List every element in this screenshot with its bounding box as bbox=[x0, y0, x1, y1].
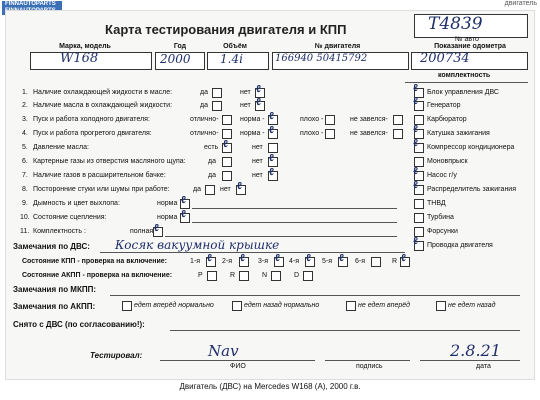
check-mark-icon: ℓ bbox=[256, 97, 261, 108]
car-number-value: Т4839 bbox=[428, 14, 483, 34]
q2-yes: да bbox=[200, 102, 208, 109]
corner-label: двигатель bbox=[504, 0, 537, 7]
page-title: Карта тестирования двигателя и КПП bbox=[105, 22, 347, 37]
mkpp-line bbox=[110, 295, 520, 296]
q3-c: плохо - bbox=[300, 116, 324, 123]
q10-num: 10. bbox=[20, 214, 30, 221]
q10-line bbox=[192, 222, 397, 223]
removed-line bbox=[170, 330, 520, 331]
check-mark-icon: ℓ bbox=[256, 84, 261, 95]
check-mark-icon: ℓ bbox=[237, 181, 242, 192]
q7-yes: да bbox=[208, 172, 216, 179]
gear-label: 1-я bbox=[190, 258, 201, 265]
check-mark-icon: ℓ bbox=[413, 166, 418, 177]
akpp-remarks-label: Замечания по АКПП: bbox=[13, 302, 96, 311]
q2-text: Наличие масла в охлаждающей жидкости: bbox=[33, 102, 173, 109]
q9-line bbox=[192, 208, 397, 209]
q4-a: отлично- bbox=[190, 130, 219, 137]
gear-box[interactable] bbox=[271, 271, 281, 281]
q8-num: 8. bbox=[22, 186, 28, 193]
q11-text: Комплектность : bbox=[33, 228, 86, 235]
q4-c: плохо - bbox=[300, 130, 324, 137]
header-odometer: Показание одометра bbox=[434, 43, 506, 50]
comp-label: Генератор bbox=[427, 102, 461, 109]
q4-text: Пуск и работа прогретого двигателя: bbox=[33, 130, 152, 137]
q6-yes: да bbox=[208, 158, 216, 165]
check-mark-icon: ℓ bbox=[269, 167, 274, 178]
tested-label: Тестировал: bbox=[90, 351, 143, 360]
check-mark-icon: ℓ bbox=[339, 253, 344, 264]
q1-yes: да bbox=[200, 89, 208, 96]
q1-text: Наличие охлаждающей жидкости в масле: bbox=[33, 89, 173, 96]
q4-d-box[interactable] bbox=[393, 129, 403, 139]
q6-no: нет bbox=[252, 158, 263, 165]
q6-yes-box[interactable] bbox=[222, 157, 232, 167]
check-mark-icon: ℓ bbox=[413, 138, 418, 149]
check-mark-icon: ℓ bbox=[207, 253, 212, 264]
remarks-dvs-value: Косяк вакуумной крышке bbox=[115, 238, 280, 252]
comp-label: Насос г/у bbox=[427, 172, 457, 179]
gear-box[interactable] bbox=[303, 271, 313, 281]
car-number-label: № авто bbox=[455, 36, 479, 43]
q4-d: не завелся- bbox=[350, 130, 388, 137]
q8-no: нет bbox=[220, 186, 231, 193]
check-mark-icon: ℓ bbox=[275, 253, 280, 264]
q4-b: норма - bbox=[240, 130, 265, 137]
akpp-opt-label: не едет назад bbox=[448, 302, 496, 309]
q4-c-box[interactable] bbox=[325, 129, 335, 139]
q3-a-box[interactable] bbox=[222, 115, 232, 125]
comp-label: Моновпрыск bbox=[427, 158, 468, 165]
q7-yes-box[interactable] bbox=[222, 171, 232, 181]
comp-label: Турбина bbox=[427, 214, 454, 221]
check-mark-icon: ℓ bbox=[181, 209, 186, 220]
gear-label: P bbox=[198, 272, 203, 279]
gear-box[interactable] bbox=[207, 271, 217, 281]
remarks-dvs-label: Замечания по ДВС: bbox=[13, 242, 90, 251]
kpp-label: Состояние КПП - проверка на включение: bbox=[22, 258, 167, 265]
q9-norm: норма bbox=[157, 200, 178, 207]
q3-d: не завелся- bbox=[350, 116, 388, 123]
mkpp-label: Замечания по МКПП: bbox=[13, 285, 97, 294]
q6-text: Картерные газы из отверстия масляного щупа: bbox=[33, 158, 186, 165]
comp-box[interactable] bbox=[414, 199, 424, 209]
akpp-opt-box[interactable] bbox=[346, 301, 356, 311]
image-caption: Двигатель (ДВС) на Mercedes W168 (A), 2000 г.в. bbox=[179, 382, 361, 391]
akpp-label: Состояние АКПП - проверка на включение: bbox=[22, 272, 173, 279]
engine-value: 166940 50415792 bbox=[275, 53, 368, 64]
check-mark-icon: ℓ bbox=[223, 139, 228, 150]
comp-label: Карбюратор bbox=[427, 116, 467, 123]
q7-no: нет bbox=[252, 172, 263, 179]
gear-label: 6-я bbox=[355, 258, 366, 265]
check-mark-icon: ℓ bbox=[413, 180, 418, 191]
akpp-opt-label: не едет вперёд bbox=[358, 302, 411, 309]
gear-label: R bbox=[392, 258, 398, 265]
complect-divider bbox=[405, 82, 528, 83]
volume-value: 1.4i bbox=[220, 52, 243, 66]
gear-label: D bbox=[294, 272, 300, 279]
date-line bbox=[420, 360, 520, 361]
q11-full: полная bbox=[130, 228, 154, 235]
q3-text: Пуск и работа холодного двигателя: bbox=[33, 116, 150, 123]
odometer-value: 200734 bbox=[420, 51, 470, 66]
comp-label: Компрессор кондиционера bbox=[427, 144, 515, 151]
q3-c-box[interactable] bbox=[325, 115, 335, 125]
q7-num: 7. bbox=[22, 172, 28, 179]
akpp-opt-label: едет назад нормально bbox=[244, 302, 320, 309]
q8-yes: да bbox=[193, 186, 201, 193]
sign-line bbox=[325, 360, 410, 361]
gear-box[interactable] bbox=[239, 271, 249, 281]
q2-yes-box[interactable] bbox=[212, 101, 222, 111]
gear-label: 3-я bbox=[258, 258, 269, 265]
q2-no: нет bbox=[240, 102, 251, 109]
check-mark-icon: ℓ bbox=[269, 153, 274, 164]
q9-num: 9. bbox=[22, 200, 28, 207]
comp-label: ТНВД bbox=[427, 200, 446, 207]
check-mark-icon: ℓ bbox=[413, 124, 418, 135]
check-mark-icon: ℓ bbox=[269, 111, 274, 122]
date-value: 2.8.21 bbox=[450, 341, 501, 360]
header-model: Марка, модель bbox=[59, 43, 111, 50]
gear-label: 5-я bbox=[322, 258, 333, 265]
gear-label: R bbox=[230, 272, 236, 279]
q1-num: 1. bbox=[22, 89, 28, 96]
comp-label: Блок управления ДВС bbox=[427, 89, 499, 96]
q10-text: Состояние сцепления: bbox=[33, 214, 107, 221]
comp-label: Катушка зажигания bbox=[427, 130, 490, 137]
q3-a: отлично- bbox=[190, 116, 219, 123]
gear-label: 4-я bbox=[289, 258, 300, 265]
q7-text: Наличие газов в расширительном бачке: bbox=[33, 172, 166, 179]
gear-box[interactable] bbox=[371, 257, 381, 267]
q3-d-box[interactable] bbox=[393, 115, 403, 125]
fio-line bbox=[160, 360, 315, 361]
q4-a-box[interactable] bbox=[222, 129, 232, 139]
header-volume: Объём bbox=[223, 43, 247, 50]
check-mark-icon: ℓ bbox=[240, 253, 245, 264]
q1-no: нет bbox=[240, 89, 251, 96]
check-mark-icon: ℓ bbox=[401, 253, 406, 264]
gear-label: 2-я bbox=[222, 258, 233, 265]
q5-no-box[interactable] bbox=[268, 143, 278, 153]
q11-num: 11. bbox=[20, 228, 30, 235]
q2-num: 2. bbox=[22, 102, 28, 109]
check-mark-icon: ℓ bbox=[269, 125, 274, 136]
check-mark-icon: ℓ bbox=[181, 195, 186, 206]
comp-label: Форсунки bbox=[427, 228, 458, 235]
comp-box[interactable] bbox=[414, 213, 424, 223]
check-mark-icon: ℓ bbox=[413, 96, 418, 107]
q11-line bbox=[165, 236, 397, 237]
comp-label: Проводка двигателя bbox=[427, 242, 493, 249]
model-value: W168 bbox=[60, 51, 99, 66]
remarks-dvs-line bbox=[100, 252, 405, 253]
q5-yes: есть bbox=[204, 144, 219, 151]
q9-text: Дымность и цвет выхлопа: bbox=[33, 200, 120, 207]
q6-num: 6. bbox=[22, 158, 28, 165]
akpp-opt-box[interactable] bbox=[122, 301, 132, 311]
check-mark-icon: ℓ bbox=[413, 83, 418, 94]
akpp-opt-box[interactable] bbox=[436, 301, 446, 311]
header-engine: № двигателя bbox=[314, 43, 361, 50]
q3-b: норма - bbox=[240, 116, 265, 123]
header-year: Год bbox=[173, 43, 187, 50]
check-mark-icon: ℓ bbox=[154, 223, 159, 234]
watermark-logo: FINNAUTOPARTS bbox=[2, 1, 62, 15]
akpp-opt-label: едет вперёд нормально bbox=[134, 302, 214, 309]
gear-label: N bbox=[262, 272, 268, 279]
check-mark-icon: ℓ bbox=[306, 253, 311, 264]
q8-text: Посторонние стуки или шумы при работе: bbox=[33, 186, 170, 193]
q3-num: 3. bbox=[22, 116, 28, 123]
sign-label: подпись bbox=[356, 363, 383, 370]
check-mark-icon: ℓ bbox=[413, 236, 418, 247]
date-label: дата bbox=[476, 363, 491, 370]
fio-label: ФИО bbox=[230, 363, 246, 370]
removed-label: Снято с ДВС (по согласованию!): bbox=[13, 320, 145, 329]
signature-value: Nav bbox=[208, 342, 239, 360]
q1-yes-box[interactable] bbox=[212, 88, 222, 98]
akpp-opt-box[interactable] bbox=[232, 301, 242, 311]
year-value: 2000 bbox=[160, 52, 191, 66]
comp-label: Распределитель зажигания bbox=[427, 186, 517, 193]
q10-norm: норма bbox=[157, 214, 178, 221]
q8-yes-box[interactable] bbox=[205, 185, 215, 195]
q4-num: 4. bbox=[22, 130, 28, 137]
q5-num: 5. bbox=[22, 144, 28, 151]
q5-no: нет bbox=[252, 144, 263, 151]
q5-text: Давление масла: bbox=[33, 144, 89, 151]
complect-title: комплектность bbox=[438, 72, 491, 79]
